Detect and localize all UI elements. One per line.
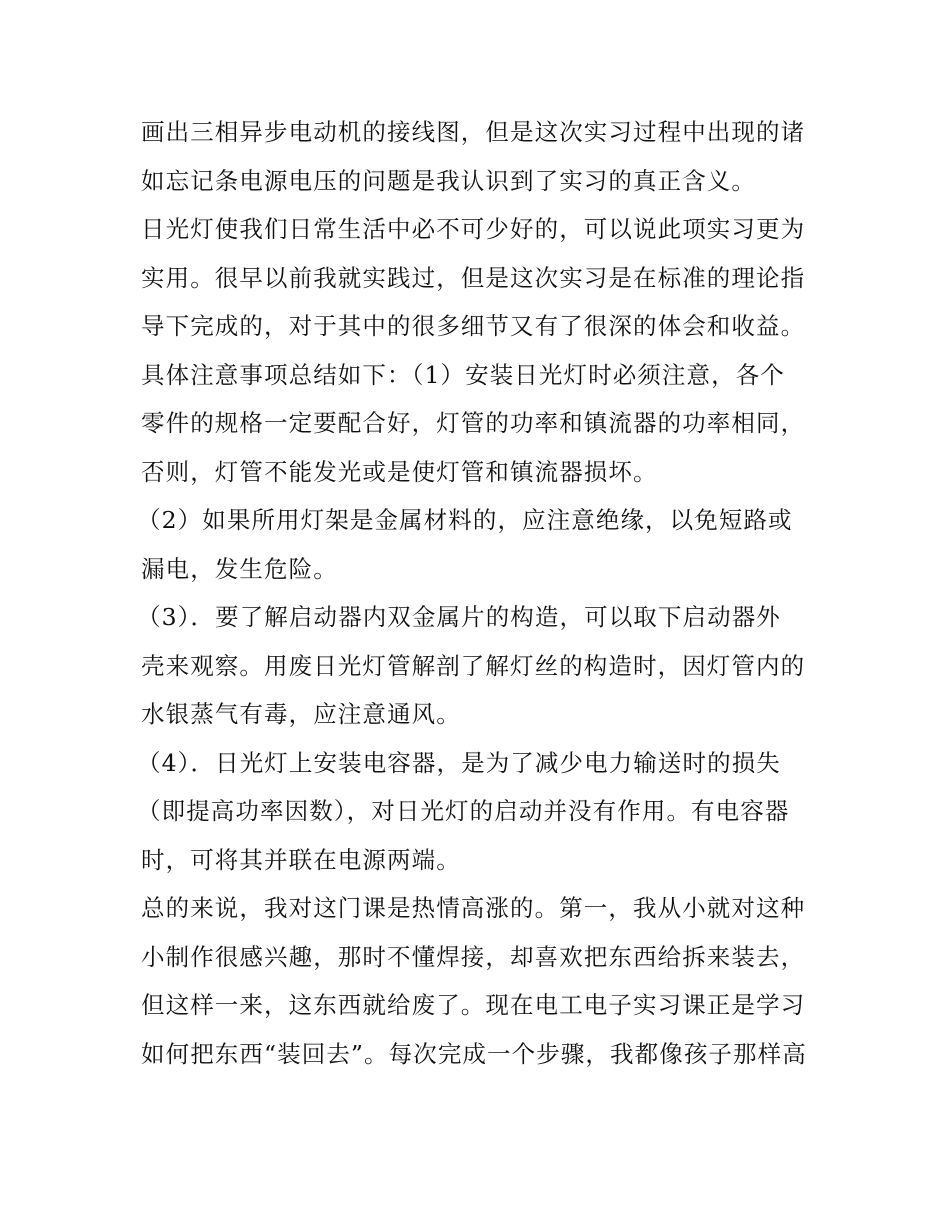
text-line: 总的来说，我对这门课是热情高涨的。第一，我从小就对这种 bbox=[141, 894, 806, 922]
text-line: 零件的规格一定要配合好，灯管的功率和镇流器的功率相同， bbox=[141, 409, 806, 437]
text-line: 壳来观察。用废日光灯管解剖了解灯丝的构造时，因灯管内的 bbox=[141, 651, 806, 680]
text-line: 小制作很感兴趣，那时不懂焊接，却喜欢把东西给拆来装去， bbox=[141, 942, 806, 971]
text-line: 如何把东西“装回去”。每次完成一个步骤，我都像孩子那样高 bbox=[141, 1039, 807, 1068]
text-line: 如忘记条电源电压的问题是我认识到了实习的真正含义。 bbox=[141, 166, 756, 195]
text-line: 具体注意事项总结如下：（1）安装日光灯时必须注意，各个 bbox=[141, 360, 785, 389]
body-text bbox=[137, 108, 821, 1078]
text-line: 时，可将其并联在电源两端。 bbox=[141, 845, 461, 874]
text-line: 实用。很早以前我就实践过，但是这次实习是在标准的理论指 bbox=[141, 263, 806, 292]
text-line-note-3: （3）．要了解启动器内双金属片的构造，可以取下启动器外 bbox=[137, 603, 781, 631]
text-line: 但这样一来，这东西就给废了。现在电工电子实习课正是学习 bbox=[141, 991, 806, 1019]
text-line: 水银蒸气有毒，应注意通风。 bbox=[141, 700, 461, 728]
text-line-note-2: （2）如果所用灯架是金属材料的，应注意绝缘，以免短路或 bbox=[137, 506, 793, 534]
text-line: 导下完成的，对于其中的很多细节又有了很深的体会和收益。 bbox=[141, 312, 806, 340]
text-line: 否则，灯管不能发光或是使灯管和镇流器损坏。 bbox=[141, 457, 658, 486]
text-line: 日光灯使我们日常生活中必不可少好的，可以说此项实习更为 bbox=[141, 215, 806, 243]
text-line: 画出三相异步电动机的接线图，但是这次实习过程中出现的诸 bbox=[141, 118, 806, 146]
text-line-note-4: （4）．日光灯上安装电容器，是为了减少电力输送时的损失 bbox=[137, 748, 781, 777]
text-line: （即提高功率因数），对日光灯的启动并没有作用。有电容器 bbox=[137, 797, 790, 825]
text-line: 漏电，发生危险。 bbox=[141, 554, 338, 583]
